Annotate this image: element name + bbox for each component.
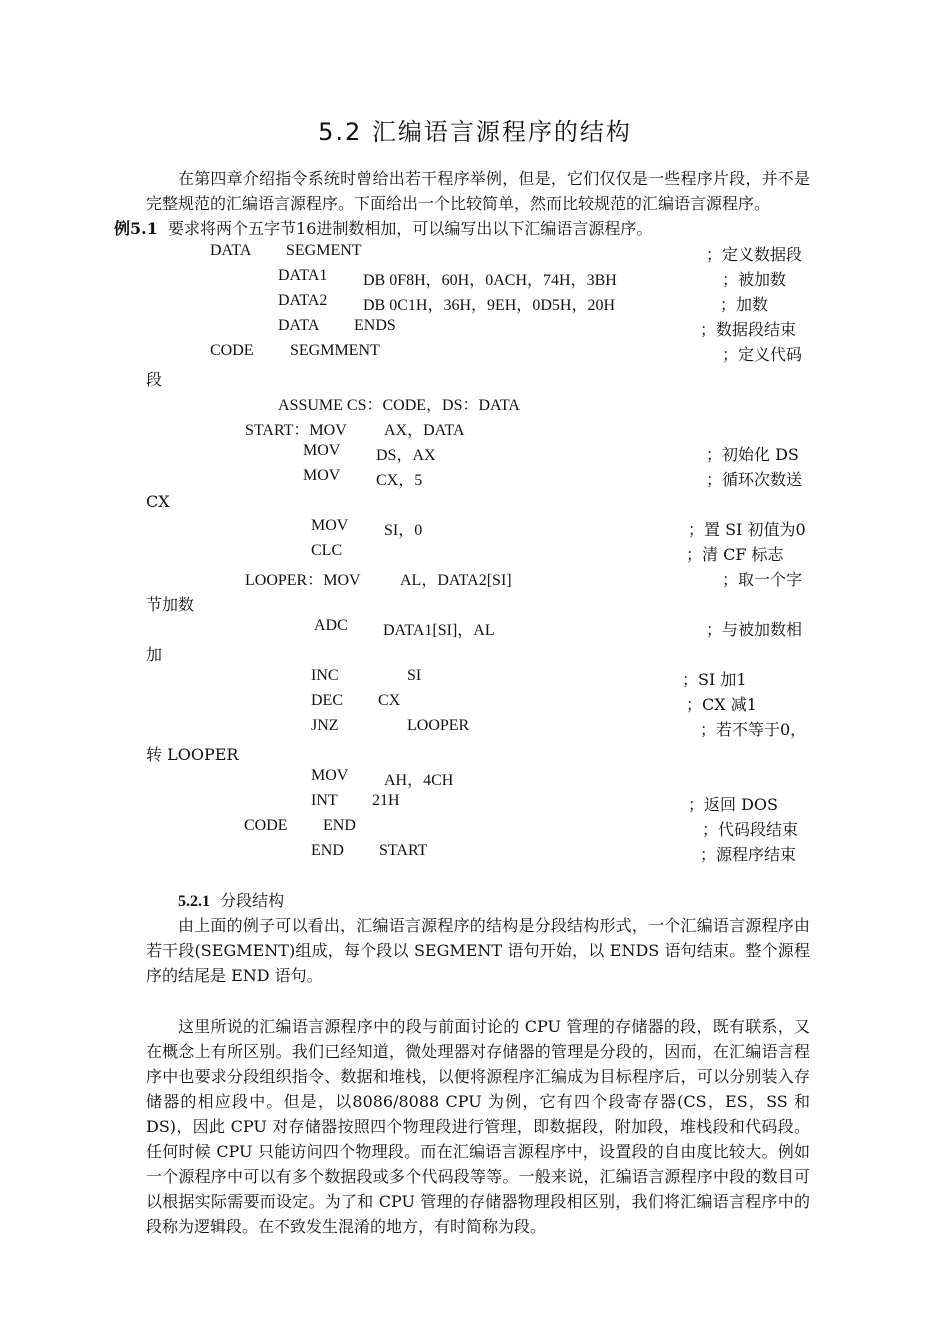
code-line-12-wrap: 节加数	[146, 595, 195, 614]
code-line-3-comment: ；加数	[720, 295, 769, 314]
code-line-13-label: ADC	[314, 617, 348, 634]
code-line-14-label: INC	[311, 667, 339, 684]
code-line-2-comment: ；被加数	[722, 270, 787, 289]
code-line-13-operand: DATA1[SI]，AL	[383, 622, 495, 639]
code-line-10-comment: ；置 SI 初值为0	[688, 520, 806, 539]
paragraph-1: 由上面的例子可以看出，汇编语言源程序的结构是分段结构形式，一个汇编语言源程序由若干段(SEGMENT)组成，每个段以 SEGMENT 语句开始，以 ENDS 语句结束。整个源程序的结尾是 END 语句。	[146, 916, 810, 985]
section-number: 5.2.1	[178, 893, 210, 910]
section-heading	[178, 888, 284, 911]
code-line-11-label: CLC	[311, 542, 343, 559]
code-line-9-wrap: CX	[146, 492, 170, 511]
code-line-18-operand: 21H	[372, 792, 400, 809]
code-line-16-comment: ；若不等于0，	[700, 720, 807, 739]
code-line-7-operand: AX，DATA	[384, 422, 465, 439]
code-line-2-operand: DB 0F8H，60H，0ACH，74H，3BH	[363, 272, 617, 289]
section-title: 分段结构	[220, 891, 285, 910]
example-text: 要求将两个五字节16进制数相加，可以编写出以下汇编语言源程序。	[168, 219, 653, 238]
code-line-19-operand: END	[323, 817, 356, 834]
page-title: 5.2 汇编语言源程序的结构	[318, 118, 632, 146]
code-line-13-comment: ；与被加数相	[706, 620, 803, 639]
code-line-12-comment: ；取一个字	[722, 570, 803, 589]
code-line-14-comment: ；SI 加1	[682, 670, 747, 689]
code-line-1-comment: ；定义数据段	[706, 245, 803, 264]
code-line-16-wrap: 转 LOOPER	[146, 745, 239, 764]
code-line-8-comment: ；初始化 DS	[706, 445, 799, 464]
code-line-15-operand: CX	[378, 692, 401, 709]
code-line-17-operand: AH，4CH	[384, 772, 454, 789]
code-line-8-operand: DS，AX	[376, 447, 436, 464]
code-line-1-operand: SEGMENT	[286, 242, 362, 259]
code-line-3-operand: DB 0C1H，36H，9EH，0D5H，20H	[363, 297, 616, 314]
code-line-11-comment: ；清 CF 标志	[686, 545, 784, 564]
code-line-9-operand: CX，5	[376, 472, 423, 489]
code-line-13-wrap: 加	[146, 645, 163, 664]
paragraph-2: 这里所说的汇编语言源程序中的段与前面讨论的 CPU 管理的存储器的段，既有联系，又在概念上有所区别。我们已经知道，微处理器对存储器的管理是分段的，因而，在汇编语言程序中也要求分段组织指令、数据和堆栈，以便将源程序汇编成为目标程序后，可以分别装入存储器的相应段中。但是，以8086/8088 CPU 为例，它有四个段寄存器(CS，ES，SS 和 DS)，因此 CPU 对存储器按照四个物理段进行管理，即数据段，附加段，堆栈段和代码段。任何时候 CPU 只能访问四个物理段。而在汇编语言源程序中，设置段的自由度比较大。例如一个源程序中可以有多个数据段或多个代码段等等。一般来说，汇编语言源程序中段的数目可以根据实际需要而设定。为了和 CPU 管理的存储器物理段相区别，我们将汇编语言程序中的段称为逻辑段。在不致发生混淆的地方，有时简称为段。	[146, 1017, 810, 1236]
code-line-5-label: CODE	[210, 342, 254, 359]
example-label: 例5.1	[114, 219, 158, 238]
code-line-19-label: CODE	[244, 817, 288, 834]
code-line-16-operand: LOOPER	[407, 717, 470, 734]
code-line-10-label: MOV	[311, 517, 349, 534]
code-line-20-label: END	[311, 842, 344, 859]
code-line-14-operand: SI	[407, 667, 422, 684]
code-line-2-label: DATA1	[278, 267, 328, 284]
code-line-9-label: MOV	[303, 467, 341, 484]
code-line-4-operand: ENDS	[354, 317, 396, 334]
code-line-17-label: MOV	[311, 767, 349, 784]
code-line-15-label: DEC	[311, 692, 343, 709]
code-line-8-label: MOV	[303, 442, 341, 459]
code-line-18-comment: ；返回 DOS	[688, 795, 778, 814]
code-line-15-comment: ；CX 减1	[686, 695, 757, 714]
intro-text: 在第四章介绍指令系统时曾给出若干程序举例，但是，它们仅仅是一些程序片段，并不是完整规范的汇编语言源程序。下面给出一个比较简单，然而比较规范的汇编语言源程序。	[146, 169, 810, 213]
code-line-19-comment: ；代码段结束	[702, 820, 799, 839]
code-line-4-comment: ；数据段结束	[700, 320, 797, 339]
code-line-1-label: DATA	[210, 242, 252, 259]
intro-paragraph	[114, 166, 810, 241]
code-line-3-label: DATA2	[278, 292, 328, 309]
example-line	[114, 219, 652, 238]
code-line-12-operand: AL，DATA2[SI]	[400, 572, 512, 589]
code-line-5-comment: ；定义代码	[722, 345, 803, 364]
code-line-5-operand: SEGMMENT	[290, 342, 380, 359]
code-line-16-label: JNZ	[311, 717, 339, 734]
code-line-20-operand: START	[379, 842, 428, 859]
code-line-20-comment: ；源程序结束	[700, 845, 797, 864]
code-line-4-label: DATA	[278, 317, 320, 334]
code-line-18-label: INT	[311, 792, 338, 809]
code-line-7-label: START：MOV	[245, 422, 347, 439]
code-line-10-operand: SI，0	[384, 522, 423, 539]
code-line-12-label: LOOPER：MOV	[245, 572, 361, 589]
code-line-6-label: ASSUME CS：CODE，DS：DATA	[278, 397, 520, 414]
code-line-5-wrap: 段	[146, 370, 163, 389]
code-line-9-comment: ；循环次数送	[706, 470, 803, 489]
